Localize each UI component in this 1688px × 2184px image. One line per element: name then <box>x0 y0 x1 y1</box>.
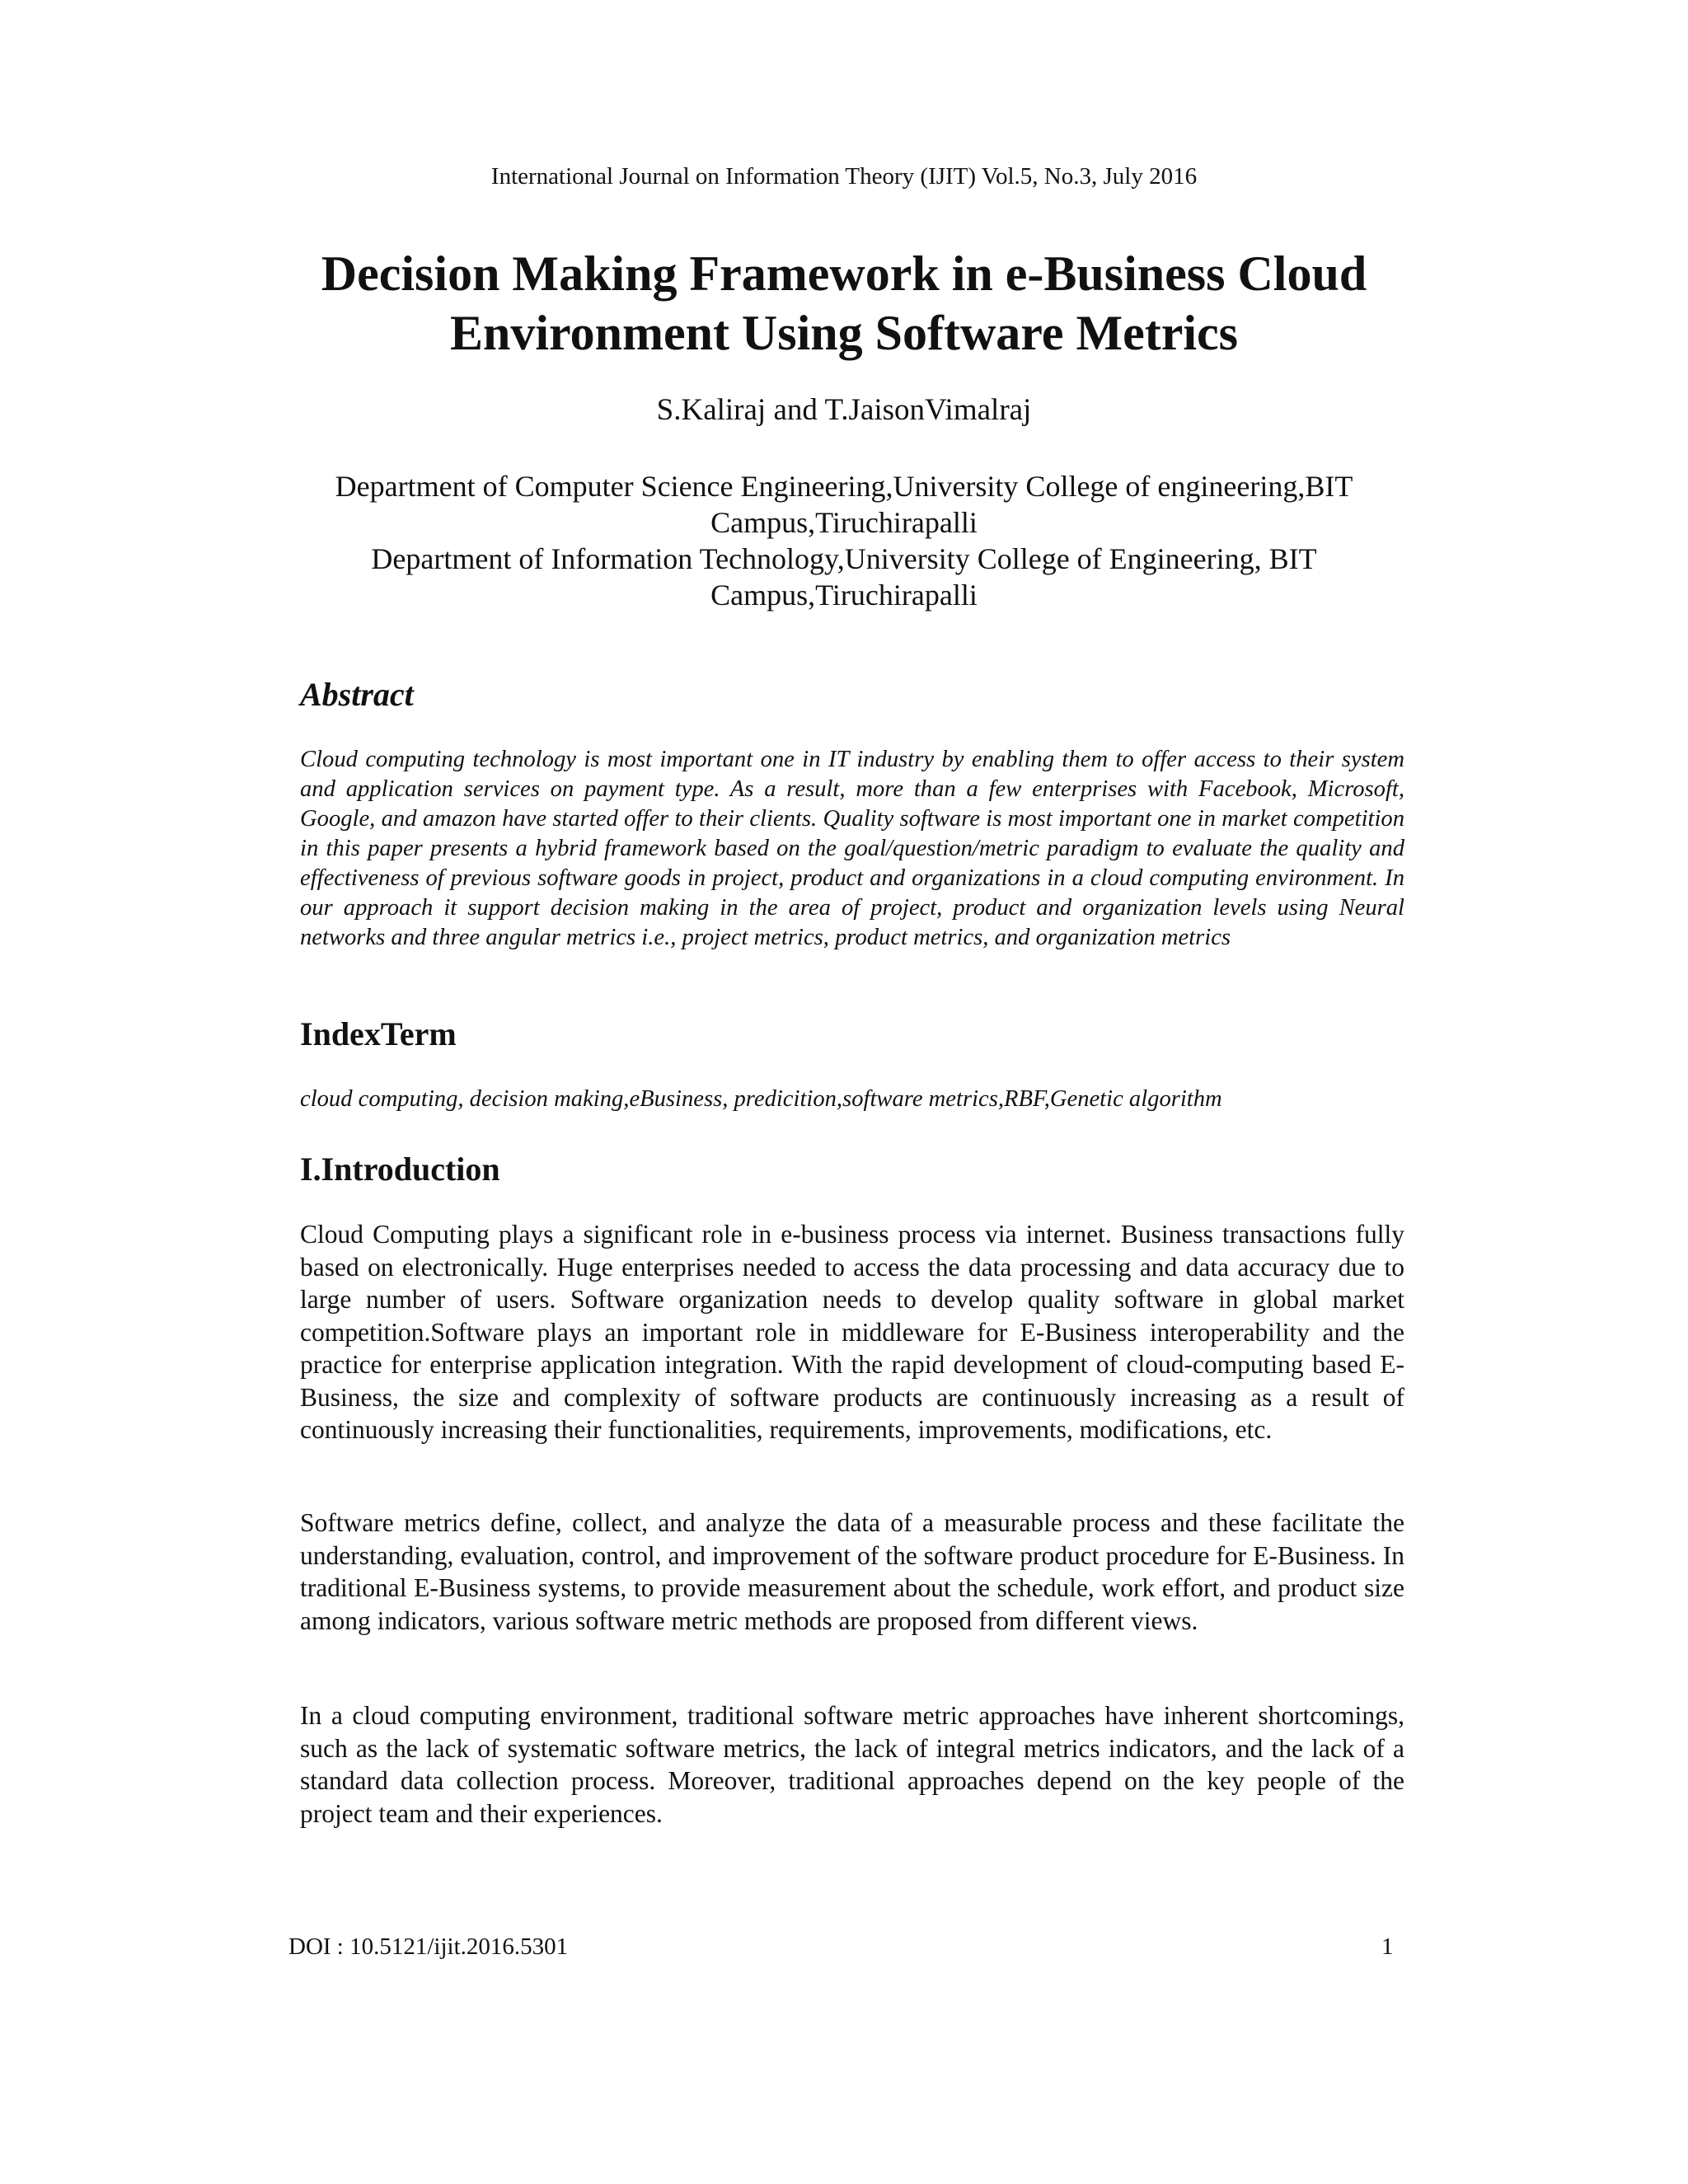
paper-title-line-2: Environment Using Software Metrics <box>449 306 1238 360</box>
index-terms-heading: IndexTerm <box>300 1015 457 1052</box>
affiliations <box>272 468 1416 613</box>
introduction-paragraph-3: In a cloud computing environment, traditional software metric approaches have inherent shortcomings, such as the lack of systematic software metrics, the lack of integral metrics indicators, and the lack of a standard data collection process. Moreover, traditional approaches depend on the key people of the project team and their experiences. <box>300 1701 1404 1828</box>
footer-doi: DOI : 10.5121/ijit.2016.5301 <box>288 1933 569 1960</box>
affiliation-line: Campus,Tiruchirapalli <box>710 506 978 539</box>
journal-header: International Journal on Information Theory (IJIT) Vol.5, No.3, July 2016 <box>490 163 1198 190</box>
abstract-heading: Abstract <box>300 676 414 713</box>
introduction-heading: I.Introduction <box>300 1151 500 1188</box>
affiliation-line: Campus,Tiruchirapalli <box>710 579 978 612</box>
affiliation-line: Department of Computer Science Engineering,University College of engineering,BIT <box>335 470 1353 503</box>
paper-title-line-1: Decision Making Framework in e-Business Cloud <box>321 246 1367 301</box>
paper-title <box>165 244 1523 363</box>
introduction-paragraph-1: Cloud Computing plays a significant role in e-business process via internet. Business transactions fully based on electronically. Huge enterprises needed to access the data processing and data accuracy due to large number of users. Software organization needs to develop quality software in global market competition.Software plays an important role in middleware for E-Business interoperability and the practice for enterprise application integration. With the rapid development of cloud-computing based E-Business, the size and complexity of software products are continuously increasing as a result of continuously increasing their functionalities, requirements, improvements, modifications, etc. <box>300 1220 1404 1444</box>
abstract-text: Cloud computing technology is most important one in IT industry by enabling them to offer access to their system and application services on payment type. As a result, more than a few enterprises with Facebook, Microsoft, Google, and amazon have started offer to their clients. Quality software is most important one in market competition in this paper presents a hybrid framework based on the goal/question/metric paradigm to evaluate the quality and effectiveness of previous software goods in project, product and organizations in a cloud computing environment. In our approach it support decision making in the area of project, product and organization levels using Neural networks and three angular metrics i.e., project metrics, product metrics, and organization metrics <box>300 747 1404 950</box>
introduction-paragraph-2: Software metrics define, collect, and analyze the data of a measurable process and these facilitate the understanding, evaluation, control, and improvement of the software product procedure for E-Business. In traditional E-Business systems, to provide measurement about the schedule, work effort, and product size among indicators, various software metric methods are proposed from different views. <box>300 1508 1404 1635</box>
affiliation-line: Department of Information Technology,University College of Engineering, BIT <box>371 542 1317 575</box>
page-number: 1 <box>1381 1933 1394 1960</box>
index-terms-text: cloud computing, decision making,eBusiness, predicition,software metrics,RBF,Genetic algorithm <box>300 1086 1222 1112</box>
author-list: S.Kaliraj and T.JaisonVimalraj <box>656 393 1032 427</box>
